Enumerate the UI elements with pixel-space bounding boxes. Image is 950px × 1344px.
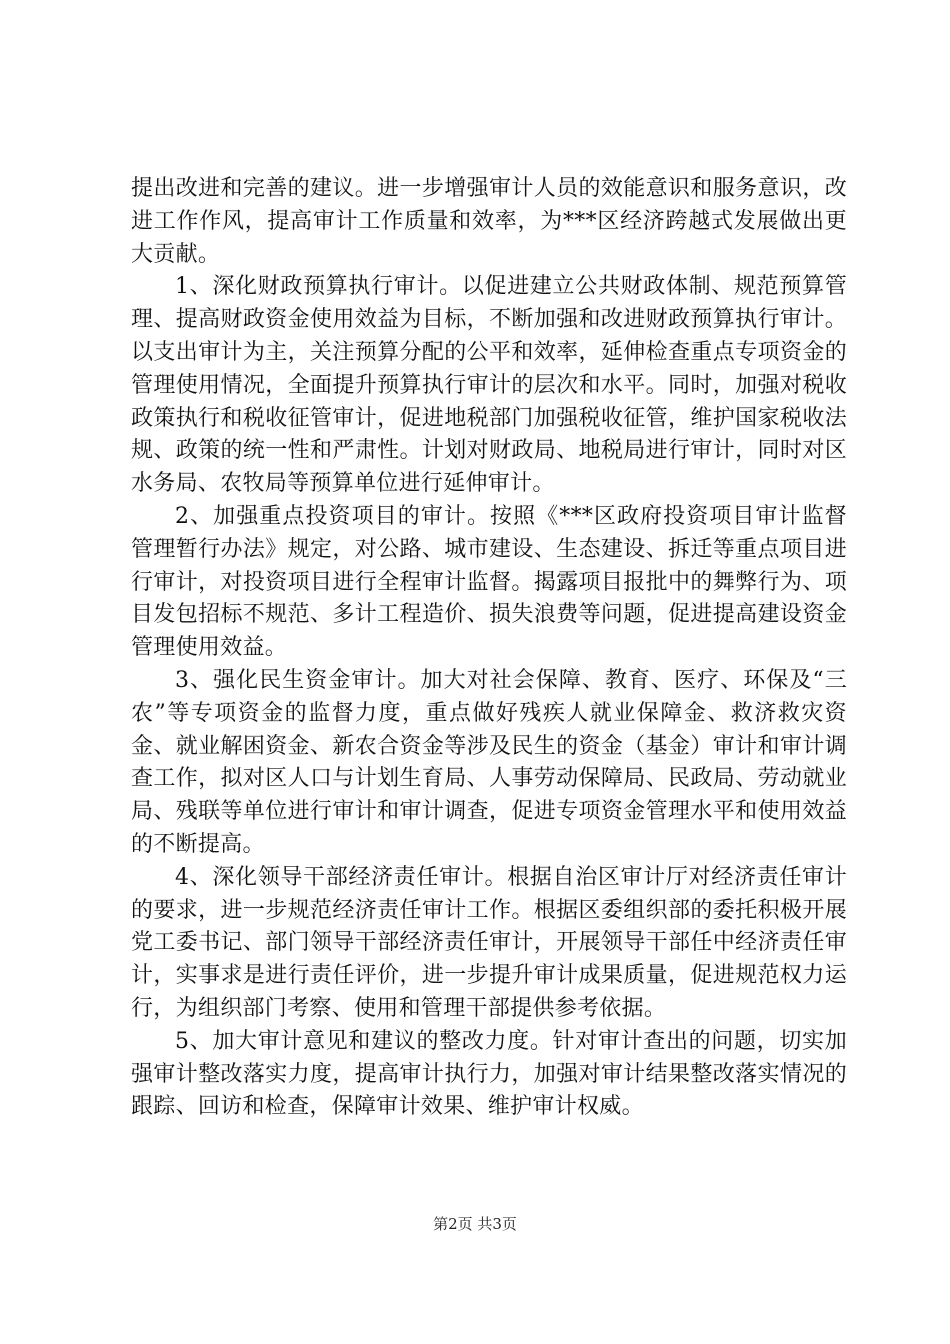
document-body — [131, 173, 847, 1124]
paragraph-item-2: 2、加强重点投资项目的审计。按照《***区政府投资项目审计监督管理暂行办法》规定，对公路、城市建设、生态建设、拆迁等重点项目进行审计，对投资项目进行全程审计监督。揭露项目报批中的舞弊行为、项目发包招标不规范、多计工程造价、损失浪费等问题，促进提高建设资金管理使用效益。 — [131, 503, 847, 661]
paragraph-item-3: 3、强化民生资金审计。加大对社会保障、教育、医疗、环保及“三农”等专项资金的监督力度，重点做好残疾人就业保障金、救济救灾资金、就业解困资金、新农合资金等涉及民生的资金（基金）审计和审计调查工作，拟对区人口与计划生育局、人事劳动保障局、民政局、劳动就业局、残联等单位进行审计和审计调查，促进专项资金管理水平和使用效益的不断提高。 — [131, 667, 847, 857]
page-footer: 第2页 共3页 — [433, 1215, 517, 1233]
paragraph-item-4: 4、深化领导干部经济责任审计。根据自治区审计厅对经济责任审计的要求，进一步规范经济责任审计工作。根据区委组织部的委托积极开展党工委书记、部门领导干部经济责任审计，开展领导干部任中经济责任审计，实事求是进行责任评价，进一步提升审计成果质量，促进规范权力运行，为组织部门考察、使用和管理干部提供参考依据。 — [131, 864, 847, 1021]
paragraph-intro: 提出改进和完善的建议。进一步增强审计人员的效能意识和服务意识，改进工作作风，提高审计工作质量和效率，为***区经济跨越式发展做出更大贡献。 — [131, 176, 847, 267]
paragraph-item-5: 5、加大审计意见和建议的整改力度。针对审计查出的问题，切实加强审计整改落实力度，提高审计执行力，加强对审计结果整改落实情况的跟踪、回访和检查，保障审计效果、维护审计权威。 — [131, 1028, 847, 1120]
paragraph-item-1: 1、深化财政预算执行审计。以促进建立公共财政体制、规范预算管理、提高财政资金使用效益为目标，不断加强和改进财政预算执行审计。以支出审计为主，关注预算分配的公平和效率，延伸检查重点专项资金的管理使用情况，全面提升预算执行审计的层次和水平。同时，加强对税收政策执行和税收征管审计，促进地税部门加强税收征管，维护国家税收法规、政策的统一性和严肃性。计划对财政局、地税局进行审计，同时对区水务局、农牧局等预算单位进行延伸审计。 — [131, 274, 847, 497]
